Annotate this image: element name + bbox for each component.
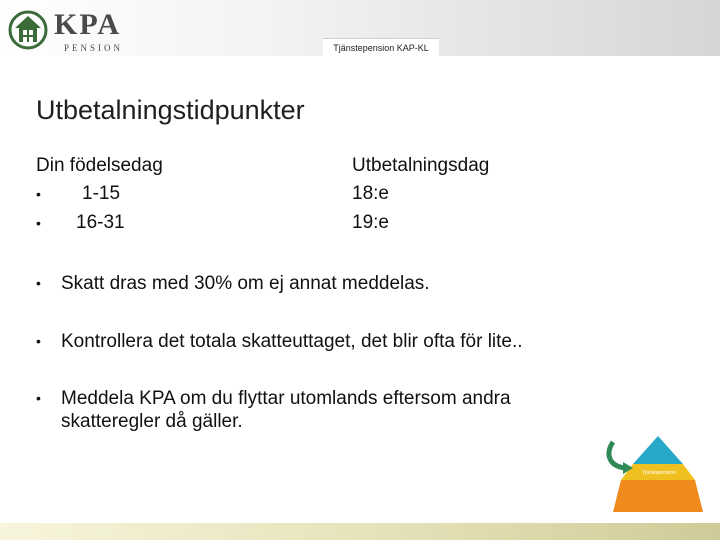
bullet-text: Meddela KPA om du flyttar utomlands eftersom andra skatteregler då gäller. xyxy=(61,388,511,432)
slide-title: Utbetalningstidpunkter xyxy=(36,95,305,125)
bullet-text: Kontrollera det totala skatteuttaget, det blir ofta för lite.. xyxy=(61,331,523,352)
kpa-logo xyxy=(8,8,148,52)
payday-value: 19:e xyxy=(352,212,389,233)
bullet-item xyxy=(36,272,596,295)
bullet-dot: • xyxy=(36,275,41,291)
bullet-item xyxy=(36,387,556,433)
row-bullet: • xyxy=(36,186,41,202)
pyramid-label: Tjänstepension xyxy=(642,470,676,476)
pension-pyramid xyxy=(603,432,703,518)
header-tagline: Tjänstepension KAP-KL xyxy=(323,38,439,57)
kpa-emblem-icon xyxy=(8,10,48,50)
bullet-dot: • xyxy=(36,390,41,406)
logo-sub: PENSION xyxy=(64,43,124,53)
footer-band xyxy=(0,523,720,540)
bullet-dot: • xyxy=(36,333,41,349)
birthday-range: 1-15 xyxy=(82,183,121,204)
green-arrow-icon xyxy=(609,442,625,468)
bullet-text: Skatt dras med 30% om ej annat meddelas. xyxy=(61,273,430,294)
bullet-item xyxy=(36,330,596,353)
payday-value: 18:e xyxy=(352,183,389,204)
pyramid-bottom-tier xyxy=(613,480,703,512)
birthday-column-header: Din födelsedag xyxy=(36,155,163,176)
birthday-range: 16-31 xyxy=(76,212,125,233)
pyramid-top-tier xyxy=(633,436,683,464)
payday-column-header: Utbetalningsdag xyxy=(352,155,490,176)
logo-name: KPA xyxy=(54,8,122,41)
row-bullet: • xyxy=(36,215,41,231)
